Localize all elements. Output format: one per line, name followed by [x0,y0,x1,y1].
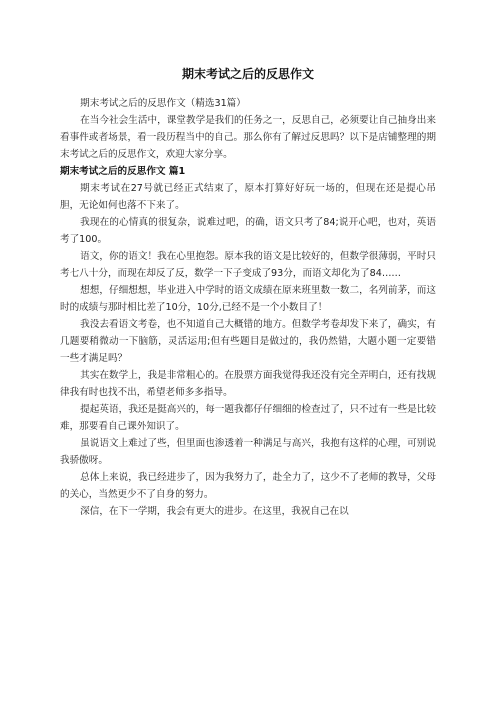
document-subtitle: 期末考试之后的反思作文（精选31篇） [80,98,246,109]
body-paragraph: 我没去看语文考卷，也不知道自己大概错的地方。但数学考卷却发下来了，确实，有几题要稍微动一下脑筋，灵活运用;但有些题目是做过的，我仍然错，大题小题一定要错一些才满足吗？ [60,319,436,364]
body-paragraph: 想想，仔细想想，毕业进入中学时的语文成绩在原来班里数一数二，名列前茅，而这时的成绩与那时相比差了10分，10分,已经不是一个小数目了！ [60,285,436,313]
body-paragraph: 其实在数学上，我是非常粗心的。在股票方面我觉得我还没有完全弄明白，还有找规律我有时也找不出，希望老师多多指导。 [60,370,436,398]
body-paragraph: 虽说语文上难过了些，但里面也渗透着一种满足与高兴，我抱有这样的心理，可别说我骄傲呀。 [60,438,436,466]
body-paragraph: 我现在的心情真的很复杂，说难过吧，的确，语文只考了84;说开心吧，也对，英语考了100。 [60,217,436,245]
body-paragraph: 语文，你的语文！我在心里抱怨。原本我的语文是比较好的，但数学很薄弱，平时只考七八十分，而现在却反了反，数学一下子变成了93分，而语文却化为了84…… [60,251,436,279]
body-paragraph: 总体上来说，我已经进步了，因为我努力了，赴全力了，这少不了老师的教导，父母的关心，当然更少不了自身的努力。 [60,472,436,500]
body-paragraph: 深信，在下一学期，我会有更大的进步。在这里，我祝自己在以 [80,506,349,517]
body-paragraph: 期末考试在27号就已经正式结束了，原本打算好好玩一场的，但现在还是提心吊胆，无论如何也落不下来了。 [60,183,436,211]
body-paragraph: 提起英语，我还是挺高兴的，每一题我都仔仔细细的检查过了，只不过有一些是比较难，那要看自己课外知识了。 [60,404,436,432]
intro-paragraph: 在当今社会生活中，课堂教学是我们的任务之一，反思自己，必须要让自己抽身出来看事件或者场景，看一段历程当中的自己。那么你有了解过反思吗？以下是店铺整理的期末考试之后的反思作文，欢迎大家分享。 [60,115,436,160]
section-heading: 期末考试之后的反思作文 篇1 [60,166,186,177]
document-title: 期末考试之后的反思作文 [181,67,314,81]
